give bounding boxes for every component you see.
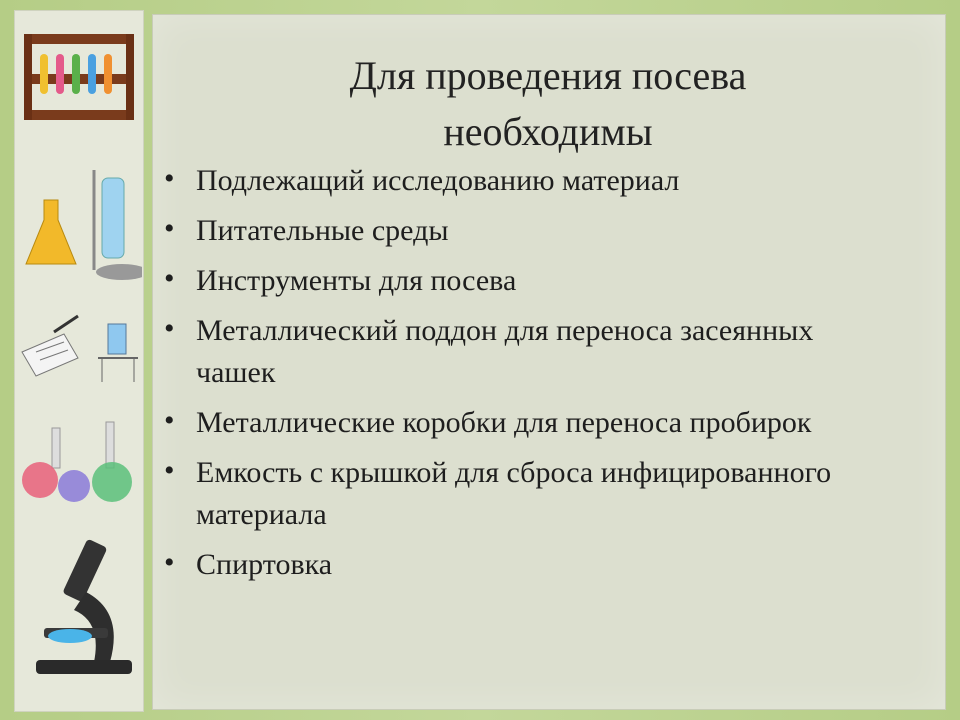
bullet-item: • Спиртовка [196, 544, 896, 586]
round-flasks-icon [14, 418, 142, 510]
bullet-item: • Подлежащий исследованию материал [196, 160, 896, 202]
bullet-item: • Емкость с крышкой для сброса инфицированного материала [196, 452, 896, 536]
test-tube-rack-icon [14, 14, 142, 126]
slide-title-line-1: Для проведения посева [349, 53, 747, 98]
bullet-item: • Металлические коробки для переноса пробирок [196, 402, 896, 444]
bullet-item: • Инструменты для посева [196, 260, 896, 302]
bullet-list [196, 160, 896, 594]
bullet-item: • Металлический поддон для переноса засеянных чашек [196, 310, 896, 394]
slide-title-line-2: необходимы [443, 109, 653, 154]
microscope-icon [14, 532, 142, 682]
writing-desk-icon [14, 312, 142, 392]
flasks-icon [14, 160, 142, 290]
bullet-item: • Питательные среды [196, 210, 896, 252]
slide-title [152, 48, 944, 160]
